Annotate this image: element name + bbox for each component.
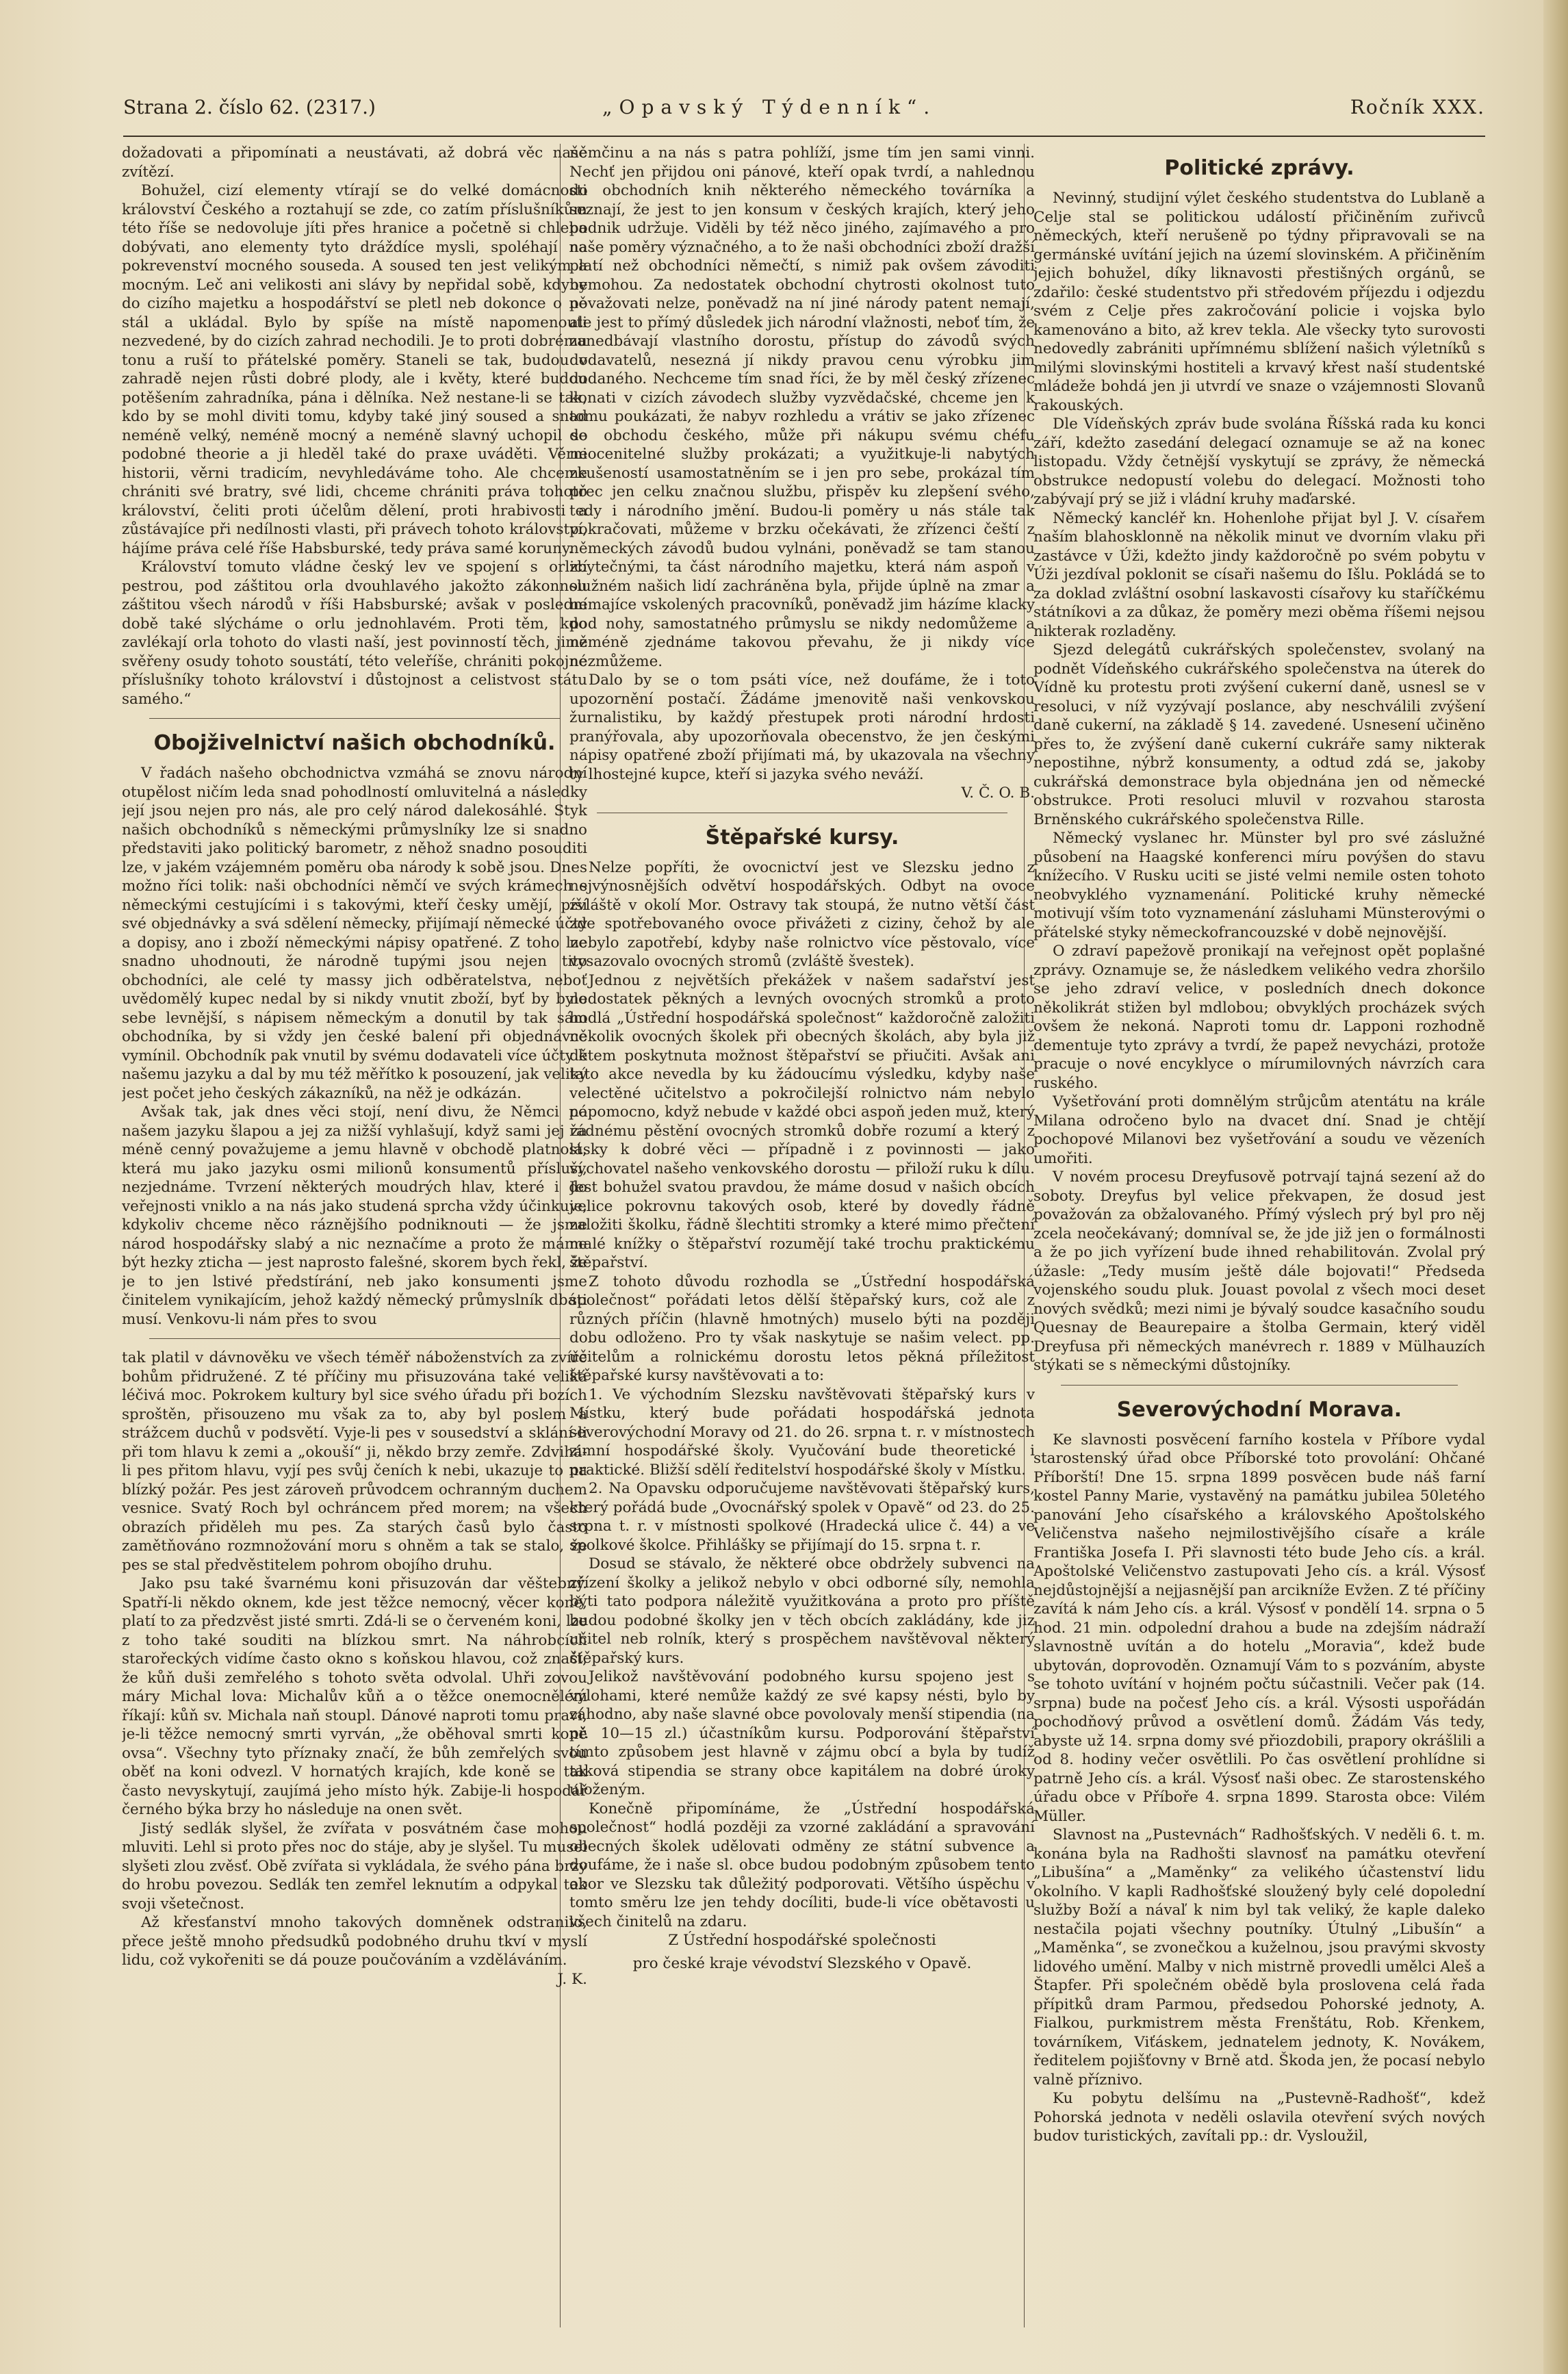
article-paragraph: němčinu a na nás s patra pohlíží, jsme tím jen sami vinni. Nechť jen přijdou oni pánové, kteří opak tvrdí, a nahlednou do obchodních knih některého německého továrníka a seznají, že jest to jen konsum v českých krajích, který jeho podnik udržuje. Viděli by též něco jiného, zajímavého a pro naše poměry význačného, a to že naši obchodníci zboží dražší platí než obchodníci němečtí, s nimiž pak ovšem závoditi nemohou. Za nedostatek obchodní chytrosti okolnost tuto považovati nelze, poněvadž na ní jiné národy patent nemají, ale jest to přímý důsledek jich národní vlažnosti, neboť tím, že zanedbávají vlastního dorostu, přístup do závodů svých dodavatelů, nesezná jí nikdy pravou cenu výrobku jim dodaného. Nechceme tím snad říci, že by měl český zřízenec konati v cizích závodech služby vyzvědačské, chceme jen k tomu poukázati, že nabyv rozhledu a vrátiv se jako zřízenec do obchodu českého, může při nákupu svému chéfu neocenitelné služby prokázati; a využitkuje-li nabytých zkušeností usamostatněním se i jen pro sebe, prokázal tím přec jen celku značnou službu, přispěv ku zlepšení svého, tedy i národního jmění. Budou-li poměry u nás stále tak pokračovati, můžeme v brzku očekávati, že zřízenci čeští z německých závodů budou vylnáni, poněvadž se tam stanou zbytečnými, ta část národního majetku, která nám aspoň v služném našich lidí zachráněna byla, přijde úplně na zmar a nemajíce vskolených pracovníků, poněvadž jim házíme klacky pod nohy, samostatného průmyslu se nikdy nedomůžeme a neméně zjednáme takovou převahu, že ji nikdy více nezmůžeme. (569, 144, 1035, 670)
article-paragraph: 2. Na Opavsku odporučujeme navštěvovati štěpařský kurs, který pořádá bude „Ovocnářský spolek v Opavě“ od 23. do 25. srpna t. r. v místnosti spolkové (Hradecká ulice č. 44) a ve spolkové školce. Přihlášky se přijímají do 15. srpna t. r. (569, 1480, 1035, 1554)
article-heading: Štěpařské kursy. (705, 825, 899, 850)
article-paragraph: 1. Ve východním Slezsku navštěvovati štěpařský kurs v Místku, který bude pořádati hospodářská jednota severovýchodní Moravy od 21. do 26. srpna t. r. v místnostech zimní hospodářské školy. Vyučování bude theoretické i praktické. Bližší sdělí ředitelství hospodářské školy v Místku. (569, 1386, 1035, 1479)
news-item: Německý kancléř kn. Hohenlohe přijat byl J. V. císařem naším blahosklonně na několik minut ve dvorním vlaku při zastávce v Úži, kdežto jindy každoročně po svém pobytu v Úži jezdíval poklonit se císaři našemu do Išlu. Pokládá se to za doklad zvláštní osobní laskavosti císařovy ku staříčkému státníkovi a za důkaz, že poměry mezi oběma říšemi nejsou nikterak rozladěny. (1033, 509, 1485, 640)
header-newspaper-title: „Opavský Týdenník“. (602, 96, 937, 118)
article-heading: Obojživelnictví našich obchodníků. (153, 731, 556, 755)
column-2 (569, 144, 1035, 2334)
news-item: Ku pobytu delšímu na „Pustevně-Radhošť“, kdež Pohorská jednota v neděli oslavila otevření svých nových budov turistických, zavítali pp.: dr. Vysloužil, (1033, 2090, 1485, 2145)
article-paragraph: Avšak tak, jak dnes věci stojí, není divu, že Němci po našem jazyku šlapou a jej za nižší vyhlašují, když sami jej za méně cenný považujeme a jemu hlavně v obchodě platnost, která mu jako jazyku osmi milionů konsumentů přísluší, nezjednáme. Tvrzení některých moudrých hlav, které i do veřejnosti vniklo a na nás jako studená sprcha vždy účinkuje, kdykoliv chceme něco ráznějšího podniknouti — že jsme národ hospodářsky slabý a nic neznačíme a proto že máme být hezky zticha — jest naprosto falešné, skorem bych řekl, že je to jen lstivé předstírání, neb jako konsumenti jsme činitelem vynikajícím, jehož každý německý průmyslník dbáti musí. Venkovu-li nám přes to svou (122, 1103, 587, 1328)
column-1 (122, 144, 587, 2334)
article-paragraph: Dosud se stávalo, že některé obce obdržely subvenci na zřízení školky a jelikož nebylo v obci odborné síly, nemohla býti tato podpora náležitě využitkována a proto pro příště budou podobné školky jen v těch obcích zakládány, kde jiz učitel neb rolník, který s prospěchem navštěvoval některý štěpařský kurs. (569, 1555, 1035, 1667)
news-item: Dle Vídeňských zpráv bude svolána Říšská rada ku konci září, kdežto zasedání delegací oznamuje se až na konec listopadu. Vždy četnější vyskytují se zprávy, že německá obstrukce nedopustí volebu do delegací. Možnosti toho zabývají prý se již i vládní kruhy maďarské. (1033, 416, 1485, 508)
news-item: Německý vyslanec hr. Münster byl pro své záslužné působení na Haagské konferenci míru povýšen do stavu knížecího. V Rusku uciti se jisté velmi nemile osten tohoto neobvyklého vyznamenání. Politické kruhy německé motivují vším toto vyznamenání zásluhami Münsterovými o přátelské styky německofrancouzské v době nejnovější. (1033, 830, 1485, 941)
article-paragraph: Konečně připomínáme, že „Ústřední hospodářská společnost“ hodlá později za vzorné zakládání a spravování obecných školek udělovati odměny ze státní subvence a doufáme, že i naše sl. obce budou podobným způsobem tento obor ve Slezsku tak důležitý podporovati. Většího úspěchu v tomto směru lze jen tehdy docíliti, bude-li více obětavosti u všech činitelů na zdaru. (569, 1800, 1035, 1930)
article-separator (149, 718, 560, 719)
page-header (123, 96, 1485, 134)
article-paragraph: tak platil v dávnověku ve všech téměř náboženstvích za zvíře bohům přidružené. Z té příčiny mu přisuzována také veliká léčivá moc. Pokrokem kultury byl sice svého úřadu při bozích sproštěn, přisouzeno mu však za to, aby byl poslem a strážcem duchů v podsvětí. Vyje-li pes v sousedství a sklání-li při tom hlavu k zemi a „okouší“ ji, někdo brzy zemře. Zdvihá-li pes přitom hlavu, vyjí pes svůj čeních k nebi, ukazuje to na blízký požár. Pes jest zároveň průvodcem ochranným duchem vesnice. Svatý Roch byl ochráncem před morem; na všech obrazích přiděleh mu pes. Za starých časů bylo často zamětňováno rozmnožování moru s ohněm a tak se stalo, že pes se stal předvěstitelem pohrom obojího druhu. (122, 1349, 587, 1574)
news-item: Sjezd delegátů cukrářských společenstev, svolaný na podnět Vídeňského cukrářského společenstva na úterek do Vídně ku protestu proti zvýšení cukerní daně, usnesl se v resoluci, v níž vyzývají poslance, aby neschválili zvýšení daně cukerní, na základě § 14. zavedené. Usnesení učiněno přes to, že zvýšení daně cukerní cukráře samy nikterak nepostihne, nýbrž konsumenty, a odtud zdá se, jakoby cukrářská demonstrace byla objednána jen od německé obstrukce. Proti resoluci mluvil v rozvahou starosta Brněnského cukrářského společenstva Rille. (1033, 641, 1485, 828)
news-item: Vyšetřování proti domnělým strůjcům atentátu na krále Milana odročeno bylo na dvacet dní. Snad je chtějí pochopové Milanovi bez vyšetřování a soudu ve vězeních umořiti. (1033, 1093, 1485, 1167)
page-binding-edge (1543, 0, 1568, 2374)
section-heading: Politické zprávy. (1164, 156, 1354, 180)
news-item: V novém procesu Dreyfusově potrvají tajná sezení až do soboty. Dreyfus byl velice překvapen, že dosud jest považován za obžalovaného. Přímý výslech prý byl pro něj zcela neočekávaný; domníval se, že jde již jen o formálnosti a že po jich vyřízení bude ihned rehabilitován. Zvolal prý úžasle: „Tedy musím ještě dále bojovati!“ Předseda vojenského soudu pluk. Jouast povolal z všech moci deset nových svědků; mezi nimi je bývalý soudce kasačního soudu Quesnay de Beaurepaire a štolba Germain, který viděl Dreyfusa při německých manévrech r. 1889 v Mülhauzích stýkati se s německými důstojníky. (1033, 1169, 1485, 1374)
article-paragraph: Z tohoto důvodu rozhodla se „Ústřední hospodářská společnost“ pořádati letos dělší štěpařský kurs, což ale z různých příčin (hlavně hmotných) muselo býti na později dobu odloženo. Pro ty však naskytuje se našim velect. pp. učitelům a rolnickému dorostu letos pěkná příležitost štěpařské kursy navštěvovati a to: (569, 1273, 1035, 1384)
article-paragraph: dožadovati a připomínati a neustávati, až dobrá věc naše zvítězí. (122, 144, 587, 181)
news-item: O zdraví papežově pronikají na veřejnost opět poplašné zprávy. Oznamuje se, že následkem velikého vedra zhoršilo se jeho zdraví velice, v posledních dnech dokonce několikrát stižen byl mdlobou; obvyklých procházek svých ovšem že nekoná. Naproti tomu dr. Lapponi rozhodně dementuje tyto zprávy a tvrdí, že papež nevycházi, protože pracuje o nové encyklyce o mírumilovných návrzích cara ruského. (1033, 943, 1485, 1092)
article-paragraph: Bohužel, cizí elementy vtírají se do velké domácnosti království Českého a roztahují se zde, co zatím příslušníkům této říše se nedovoluje jíti přes hranice a početně si chleba dobývati, ano elementy tyto dráždíce mysli, spoléhají na pokrevenství mocného souseda. A soused ten jest velikým a mocným. Leč ani velikosti ani slávy by nepřidal sobě, kdyby do cizího majetku a hospodářství se pletl neb dokonce o ně stál a ukládal. Bylo by spíše na místě napomenouti nezvedené, by do cizích zahrad nechodili. Je to proti dobrému tonu a ruší to přátelské poměry. Staneli se tak, budou v zahradě nejen růsti dobré plody, ale i květy, které budou potěšením zahradníka, pána i dělníka. Než nestane-li se tak, kdo by se mohl diviti tomu, kdyby také jiný soused a snad neméně velký, neméně mocný a neméně slavný uchopil se podobné theorie a ji hleděl také do praxe uváděti. Věrni historii, věrni tradicím, nevyhledáváme toho. Ale chceme chrániti své bratry, své lidi, chceme chrániti práva tohoto království, čeliti proti účelům dělení, proti hrabivosti a zůstávajíce při nedílnosti vlasti, při právech tohoto království, hájíme práva celé říše Habsburské, tedy práva samé koruny. (122, 182, 587, 557)
section-heading: Severovýchodní Morava. (1116, 1397, 1402, 1422)
header-volume: Ročník XXX. (1350, 96, 1485, 118)
article-paragraph: Království tomuto vládne český lev ve spojení s orlicí pestrou, pod záštitou orla dvouhlavého jakožto zákonnou záštitou všech národů v říši Habsburské; avšak v poslední době také slýcháme o orlu jednohlavém. Proti těm, kdo zavlékají orla tohoto do vlasti naší, jest povinností těch, jimž svěřeny osudy tohoto soustátí, této veleříše, chrániti pokojné příslušníky tohoto království i důstojnost a celistvost státu samého.“ (122, 559, 587, 708)
article-signature: pro české kraje vévodství Slezského v Opavě. (632, 1954, 972, 1972)
article-separator (149, 1338, 560, 1339)
article-signature: J. K. (557, 1970, 587, 1988)
article-paragraph: V řadách našeho obchodnictva vzmáhá se znovu národní otupělost ničím leda snad pohodlností omluvitelná a následky její jsou nejen pro nás, ale pro celý národ dalekosáhlé. Styk našich obchodníků s německými průmyslníky lze si snadno představiti jako politický barometr, z něhož snadno posouditi lze, v jakém vzájemném poměru oba národy k sobě jsou. Dnes možno říci tolik: naši obchodníci němčí ve svých krámech s německými cestujícími i s takovými, kteří česky umějí, píší své objednávky a svá sdělení německy, přijímají německé účty a dopisy, ano i zboží německými nápisy opatřené. Z toho lze snadno uhodnouti, že národně tupými jsou nejen tito obchodníci, ale celé ty massy jich odběratelstva, neboť uvědomělý kupec nedal by si nikdy vnutit zboží, byť by bylo sebe levnější, s nápisem německým a donutil by tak sám obchodníka, by si vždy jen české balení při objednávce vymínil. Obchodník pak vnutil by svému dodavateli více účty k našemu jazyku a dal by mu též měřítko k posouzení, jak veliký jest počet jeho českých zákazníků, na něž je odkázán. (122, 765, 587, 1102)
article-signature: V. Č. O. B. (961, 784, 1035, 802)
header-page-number: Strana 2. číslo 62. (2317.) (123, 96, 376, 118)
article-paragraph: Jelikož navštěvování podobného kursu spojeno jest s výlohami, které nemůže každý ze své kapsy nésti, bylo by záhodno, aby naše slavné obce povolovaly menší stipendia (na př. 10—15 zl.) účastníkům kursu. Podporování štěpařství tímto způsobem jest hlavně v zájmu obcí a byla by tudíž taková stipendia se strany obce kapitálem na dobré úroky uloženým. (569, 1668, 1035, 1798)
news-item: Slavnost na „Pustevnách“ Radhošťských. V neděli 6. t. m. konána byla na Radhošti slavnosť na památku otevření „Libušína“ a „Maměnky“ za velikého účastenství lidu okolního. V kapli Radhošťské sloužený byly celé dopolední služby Boží a návaľ k nim byl tak veliký, že kaple daleko nestačila pojati všechny poutníky. Útulný „Libušín“ a „Maměnka“, se zvonečkou a kuželnou, jsou pravými skvosty lidového umění. Malby v nich mistrně provedli umělci Aleš a Štapfer. Při společném obědě byla proslovena celá řada přípitků dram Parmou, předsedou Pohorské jednoty, A. Fialkou, purkmistrem města Frenštátu, Rob. Křenkem, továrníkem, Viťáskem, jednatelem jednoty, K. Novákem, ředitelem pojišťovny v Brně atd. Škoda jen, že pocasí nebylo valně příznivo. (1033, 1826, 1485, 2089)
article-paragraph: Jednou z největších překážek v našem sadařství jest nedostatek pěkných a levných ovocných stromků a proto hodlá „Ústřední hospodářská společnost“ každoročně založiti několik ovocných školek při obecných školách, aby byla již dětem poskytnuta možnost štěpařství se přiučiti. Avšak ani tato akce nevedla by ku žádoucímu výsledku, kdyby naše velectěné učitelstvo a pokročilejší rolnictvo nám nebylo nápomocno, když nebude v každé obci aspoň jeden muž, který řádnému pěstění ovocných stromků dobře rozumí a který z lásky k dobré věci — případně i z povinnosti — jako vychovatel našeho venkovského dorostu — přiloží ruku k dílu. Jest bohužel svatou pravdou, že máme dosud v našich obcích velice pokrovnu takových osob, které by dovedly řádně založiti školku, řádně šlechtiti stromky a které mimo přečtení malé knížky o štěpařství rozumějí také trochu praktickému štěpařství. (569, 971, 1035, 1271)
article-signature: Z Ústřední hospodářské společnosti (668, 1932, 936, 1949)
news-item: Nevinný, studijní výlet českého studentstva do Lublaně a Celje stal se politickou událostí přičiněním zuřivců německých, kteří nerušeně po týdny připravovali se na germánské uvítání jejich na území slovinském. A přičiněním jejich bohužel, díky liknavosti přestišných orgánů, se zdařilo: české studentstvo při středovém příjezdu i odjezdu svém z Celje přes zakročování policie i vojska bylo kamenováno a bito, až krev tekla. Ale všecky tyto surovosti nedovedly zabrániti upřímnému sblížení našich výletníků s milými slovinskými hostiteli a krvavý křest naší studentské mládeže bohdá jen ji utvrdí ve snaze o vzájemnosti Slovanů rakouských. (1033, 190, 1485, 414)
column-3 (1033, 144, 1485, 2334)
news-item: Ke slavnosti posvěcení farního kostela v Příbore vydal starostenský úřad obce Příborské toto provolání: Ohčané Příborští! Dne 15. srpna 1899 posvěcen bude náš farní kostel Panny Marie, vystavěný na památku jubilea 50letého panování Jeho císařského a královského Apoštolského Veličenstva našeho nejmilostivějšího císaře a krále Františka Josefa I. Při slavnosti této bude Jeho cís. a král. Apoštolské Veličenstvo zastupovati Jeho cís. a král. Výsosť nejdůstojnější a nejjasnější pan arcikníže Evžen. Z té příčiny zavítá k nám Jeho cís. a král. Výsosť v pondělí 14. srpna o 5 hod. 21 min. odpolední drahou a bude na zdejším nádraží slavnostně uvítán a do hotelu „Moravia“, kdež bude ubytován, doprovoděn. Oznamují Vám to s pozváním, abyste se tohoto uvítání v hojném počtu súčastnili. Večer pak (14. srpna) bude na počesť Jeho cís. a král. Výsosti uspořádán pochodňový průvod a osvětlení domů. Žádám Vás tedy, abyste už 14. srpna domy své přiozdobili, prapory okrášlili a od 8. hodiny večer osvětlili. Po čas osvětlení prohlídne si patrně Jeho cís. a král. Výsosť naši obec. Ze starostenského úřadu obce v Příboře 4. srpna 1899. Starosta obce: Vilém Müller. (1033, 1431, 1485, 1825)
article-paragraph: Jistý sedlák slyšel, že zvířata v posvátném čase mohou mluviti. Lehl si proto přes noc do stáje, aby je slyšel. Tu musel slyšeti zlou zvěsť. Obě zvířata si vykládala, že svého pána brzy do hrobu povezou. Sedlák ten zemřel leknutím a odpykal tak svoji všetečnost. (122, 1820, 587, 1913)
header-rule (123, 136, 1485, 137)
article-paragraph: Dalo by se o tom psáti více, než doufáme, že i toto upozornění postačí. Žádáme jmenovitě naši venkovskou žurnalistiku, by každý přestupek proti národní hrdosti pranýřovala, aby upozorňovala obecenstvo, že jen českými nápisy opatřené zboží přijímati má, by ukazovala na všechny ty lhostejné kupce, kteří si jazyka svého neváží. (569, 672, 1035, 783)
article-paragraph: Až křesťanství mnoho takových domněnek odstranilo, přece ještě mnoho předsudků podobného druhu tkví v myslí lidu, což vykořeniti se dá pouze poučováním a vzděláváním. (122, 1914, 587, 1969)
article-paragraph: Jako psu také švarnému koni přisuzován dar věštebný. Spatří-li někdo oknem, kde jest těžce nemocný, věcer koně, platí to za předzvěst jisté smrti. Zdá-li se o červeném koni, lze z toho také souditi na blízkou smrt. Na náhrobcích starořeckých vidíme často okno s koňskou hlavou, což značí, že kůň duši zemřelého s tohoto světa odvolal. Uhři zovou máry Michal lova: Michalův kůň a o těžce onemocnělém říkají: kůň sv. Michala naň stoupl. Dánové naproti tomu praví, je-li těžce nemocný smrti vyrván, „že oběhoval smrti koně ovsa“. Všechny tyto příznaky značí, že bůh zemřelých svou oběť na koni odvezl. V hornatých krajích, kde koně se tak často nevyskytují, zaujímá jeho místo hýk. Zabije-li hospodář černého býka brzy ho následuje na onen svět. (122, 1575, 587, 1818)
article-separator (1061, 1385, 1458, 1386)
article-paragraph: Nelze popříti, že ovocnictví jest ve Slezsku jedno z nejvýnosnějších odvětví hospodářských. Odbyt na ovoce zvláště v okolí Mor. Ostravy tak stoupá, že nutno větší část zde spotřebovaného ovoce přivážeti z ciziny, čehož by ale nebylo zapotřebí, kdyby naše rolnictvo více pěstovalo, více vysazovalo ovocných stromů (zvláště švestek). (569, 858, 1035, 970)
